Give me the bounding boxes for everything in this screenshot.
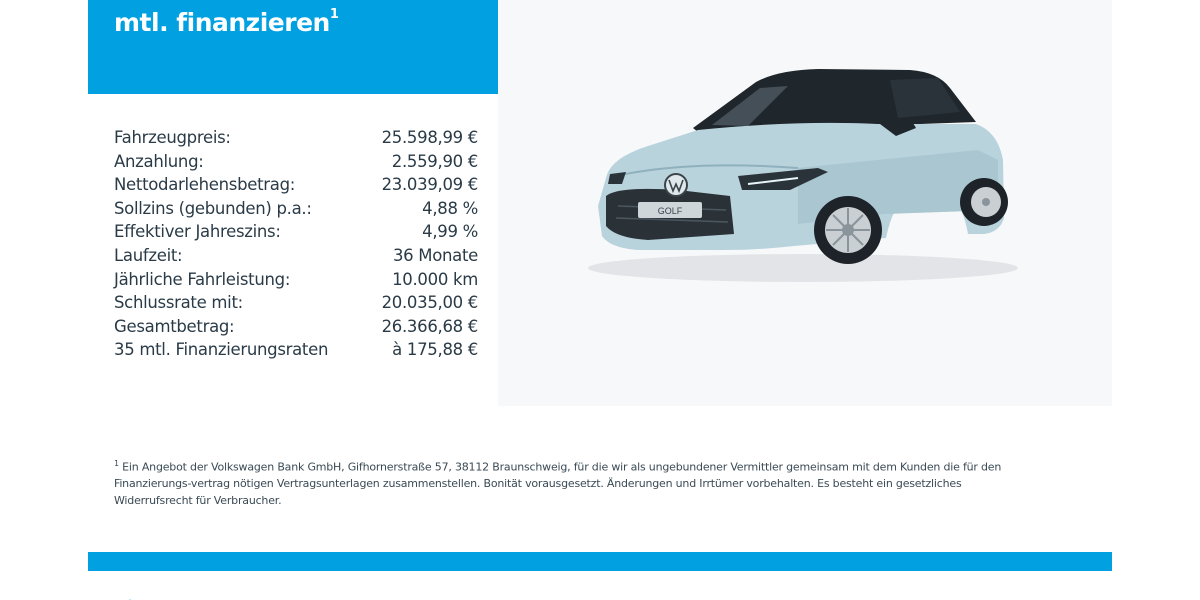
term-value: 26.366,68 € [381,316,478,336]
term-value: 2.559,90 € [391,151,478,171]
term-label: Anzahlung: [114,151,204,171]
term-label: Jährliche Fahrleistung: [114,269,291,289]
legal-footnote [114,456,1034,509]
term-value: 4,88 % [422,198,478,218]
offer-title-text: mtl. finanzieren [114,8,330,37]
term-label: Gesamtbetrag: [114,316,235,336]
term-row-down-payment [114,152,478,176]
term-row-effective-rate [114,222,478,246]
term-value: 4,99 % [422,222,478,242]
term-row-monthly-installments [114,340,478,364]
term-row-borrowing-rate [114,199,478,223]
car-illustration-icon [498,0,1112,406]
term-label: Fahrzeugpreis: [114,128,231,147]
offer-header-box [88,0,498,94]
car-image-panel [498,0,1112,406]
term-value: 10.000 km [392,269,478,289]
bottom-brand-bar [88,552,1112,571]
term-label: 35 mtl. Finanzierungsraten [114,340,329,360]
term-label: Effektiver Jahreszins: [114,222,281,242]
term-value: à 175,88 € [392,340,478,360]
term-row-net-loan [114,175,478,199]
bottom-logo-fragment [118,592,248,600]
financing-terms-list [114,128,478,364]
term-row-duration [114,246,478,270]
offer-title [114,8,338,37]
footnote-marker: 1 [329,6,339,22]
term-label: Laufzeit: [114,245,183,265]
term-value: 36 Monate [392,245,478,265]
term-label: Nettodarlehensbetrag: [114,175,296,195]
term-label: Sollzins (gebunden) p.a.: [114,198,312,218]
term-row-annual-mileage [114,270,478,294]
term-value: 25.598,99 € [381,128,478,147]
footnote-number: 1 [114,459,119,468]
term-row-final-payment [114,293,478,317]
car-plate-text: GOLF [657,206,683,216]
term-value: 20.035,00 € [381,293,478,313]
footnote-text: Ein Angebot der Volkswagen Bank GmbH, Gifhornerstraße 57, 38112 Braunschweig, für die wir als ungebundener Vermittler gemeinsam mit dem Kunden die für den Finanzierungs-vertrag nötigen Vertragsunterlagen zusammenstellen. Bonität vorausgesetzt. Änderungen und Irrtümer vorbehalten. Es besteht ein gesetzliches Widerrufsrecht für Verbraucher. [114,460,1002,507]
term-row-total-amount [114,317,478,341]
term-value: 23.039,09 € [381,175,478,195]
term-row-vehicle-price [114,128,478,152]
term-label: Schlussrate mit: [114,293,243,313]
